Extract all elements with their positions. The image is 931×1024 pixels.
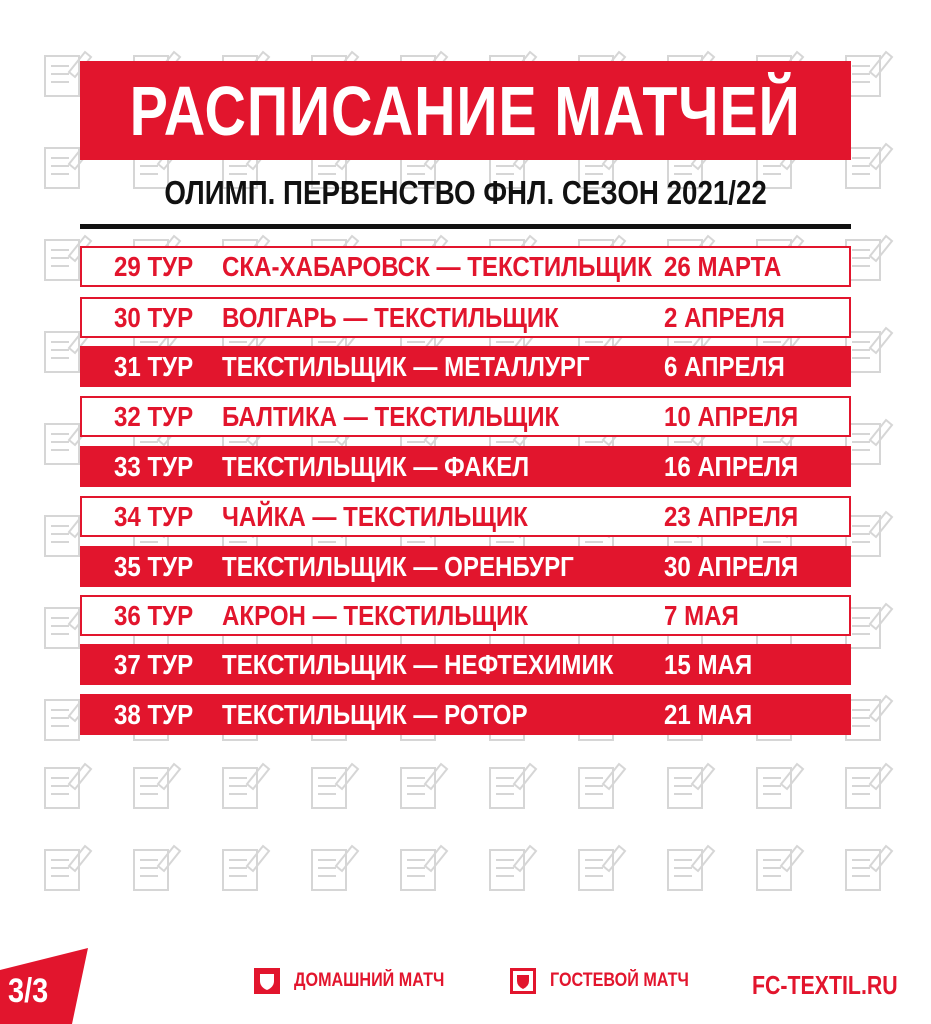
- document-icon: [846, 328, 892, 372]
- legend-home-label: ДОМАШНИЙ МАТЧ: [294, 970, 445, 991]
- match-cell: ТЕКСТИЛЬЩИК — ОРЕНБУРГ: [222, 550, 574, 582]
- table-row: [80, 496, 851, 537]
- document-icon: [223, 764, 269, 808]
- round-cell: 35 ТУР: [114, 550, 194, 582]
- match-cell: ЧАЙКА — ТЕКСТИЛЬЩИК: [222, 500, 528, 532]
- date-cell: 7 МАЯ: [664, 599, 739, 631]
- table-row: [80, 446, 851, 487]
- document-icon: [668, 846, 714, 890]
- site-link[interactable]: FC-TEXTIL.RU: [752, 970, 898, 1000]
- round-cell: 30 ТУР: [114, 301, 194, 333]
- table-row: [80, 595, 851, 636]
- document-icon: [490, 846, 536, 890]
- match-cell: ВОЛГАРЬ — ТЕКСТИЛЬЩИК: [222, 301, 559, 333]
- document-icon: [846, 604, 892, 648]
- document-icon: [134, 764, 180, 808]
- round-cell: 37 ТУР: [114, 648, 194, 680]
- round-cell: 32 ТУР: [114, 400, 194, 432]
- page-indicator: [0, 948, 88, 1024]
- round-cell: 33 ТУР: [114, 450, 194, 482]
- match-cell: ТЕКСТИЛЬЩИК — РОТОР: [222, 698, 528, 730]
- document-icon: [757, 846, 803, 890]
- document-icon: [668, 764, 714, 808]
- document-icon: [490, 764, 536, 808]
- document-icon: [312, 764, 358, 808]
- document-icon: [846, 764, 892, 808]
- legend-away-label: ГОСТЕВОЙ МАТЧ: [550, 970, 689, 991]
- document-icon: [579, 764, 625, 808]
- page-title: РАСПИСАНИЕ МАТЧЕЙ: [130, 71, 801, 150]
- document-icon: [846, 846, 892, 890]
- document-icon: [846, 512, 892, 556]
- subtitle: [80, 174, 851, 212]
- document-icon: [757, 764, 803, 808]
- round-cell: 31 ТУР: [114, 350, 194, 382]
- date-cell: 21 МАЯ: [664, 698, 753, 730]
- match-cell: АКРОН — ТЕКСТИЛЬЩИК: [222, 599, 529, 631]
- legend-home: [254, 968, 471, 994]
- document-icon: [401, 764, 447, 808]
- table-row: [80, 694, 851, 735]
- shield-outline-icon: [510, 968, 536, 994]
- shield-filled-icon: [254, 968, 280, 994]
- document-icon: [579, 846, 625, 890]
- table-row: [80, 297, 851, 338]
- date-cell: 15 МАЯ: [664, 648, 753, 680]
- document-icon: [846, 144, 892, 188]
- date-cell: 16 АПРЕЛЯ: [664, 450, 799, 482]
- date-cell: 30 АПРЕЛЯ: [664, 550, 799, 582]
- table-row: [80, 246, 851, 287]
- match-cell: ТЕКСТИЛЬЩИК — НЕФТЕХИМИК: [222, 648, 614, 680]
- document-icon: [45, 846, 91, 890]
- document-icon: [846, 52, 892, 96]
- match-cell: ТЕКСТИЛЬЩИК — МЕТАЛЛУРГ: [222, 350, 590, 382]
- round-cell: 29 ТУР: [114, 250, 194, 282]
- document-icon: [45, 764, 91, 808]
- table-row: [80, 346, 851, 387]
- date-cell: 10 АПРЕЛЯ: [664, 400, 799, 432]
- document-icon: [846, 236, 892, 280]
- table-row: [80, 644, 851, 685]
- round-cell: 36 ТУР: [114, 599, 194, 631]
- round-cell: 38 ТУР: [114, 698, 194, 730]
- document-icon: [312, 846, 358, 890]
- match-cell: БАЛТИКА — ТЕКСТИЛЬЩИК: [222, 400, 560, 432]
- legend-away: [510, 968, 713, 994]
- document-icon: [846, 420, 892, 464]
- match-cell: ТЕКСТИЛЬЩИК — ФАКЕЛ: [222, 450, 530, 482]
- date-cell: 2 АПРЕЛЯ: [664, 301, 785, 333]
- page-number: 3/3: [8, 972, 49, 1010]
- document-icon: [846, 696, 892, 740]
- round-cell: 34 ТУР: [114, 500, 194, 532]
- date-cell: 26 МАРТА: [664, 250, 782, 282]
- document-icon: [134, 846, 180, 890]
- table-row: [80, 396, 851, 437]
- date-cell: 23 АПРЕЛЯ: [664, 500, 799, 532]
- table-row: [80, 546, 851, 587]
- subtitle-text: ОЛИМП. ПЕРВЕНСТВО ФНЛ. СЕЗОН 2021/22: [164, 174, 767, 211]
- document-icon: [401, 846, 447, 890]
- match-cell: СКА-ХАБАРОВСК — ТЕКСТИЛЬЩИК: [222, 250, 652, 282]
- document-icon: [223, 846, 269, 890]
- date-cell: 6 АПРЕЛЯ: [664, 350, 785, 382]
- divider: [80, 224, 851, 229]
- title-banner: [80, 61, 851, 160]
